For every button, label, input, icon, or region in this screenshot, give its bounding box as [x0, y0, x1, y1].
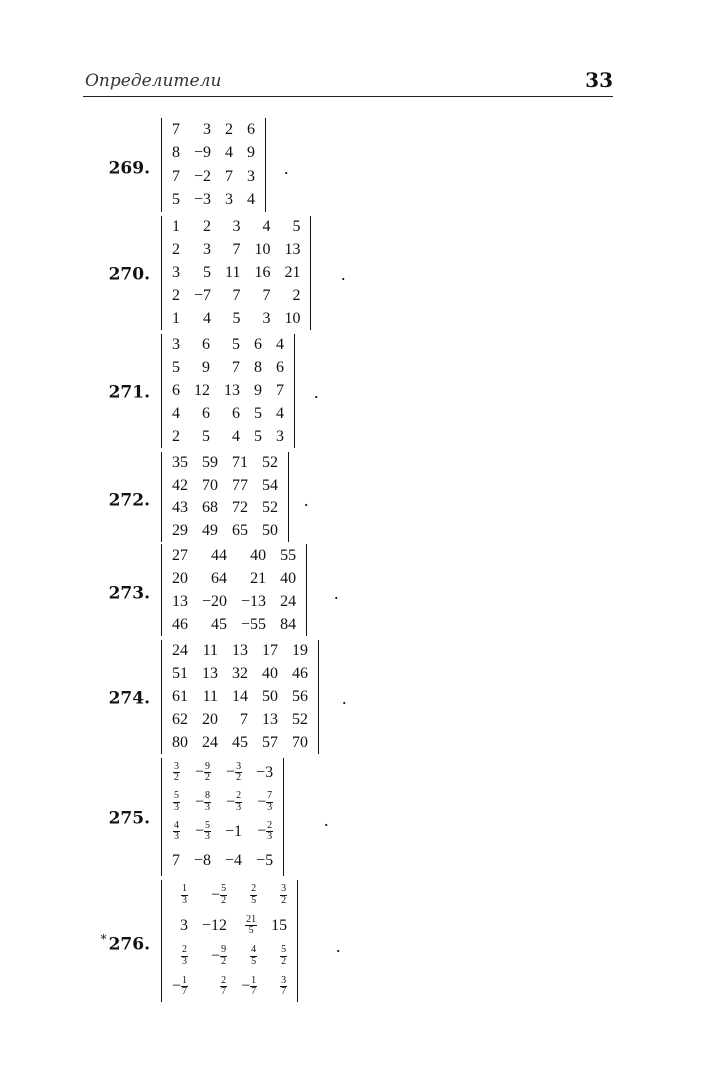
matrix-entry: 6 — [247, 120, 256, 138]
matrix-row — [165, 307, 307, 330]
determinant-grid — [165, 758, 280, 876]
matrix-row — [165, 911, 294, 942]
matrix-row — [165, 425, 291, 448]
matrix-row — [165, 941, 294, 972]
matrix-entry: 21 — [250, 569, 267, 587]
matrix-entry: 19 — [292, 642, 308, 660]
matrix-entry: 55 — [280, 546, 297, 564]
matrix-entry: 13 — [284, 241, 301, 259]
matrix-entry: 45 — [232, 733, 248, 751]
matrix-entry: 4 — [225, 144, 234, 162]
matrix-entry: 3 — [172, 263, 180, 281]
matrix-entry: $\frac{5}{3}$ — [174, 790, 179, 813]
period: . — [342, 688, 347, 708]
matrix-row — [165, 475, 285, 498]
matrix-entry: 16 — [254, 263, 271, 281]
matrix-entry: 50 — [262, 521, 278, 539]
matrix-row — [165, 567, 303, 590]
matrix-entry: 24 — [280, 592, 297, 610]
page-number: 33 — [585, 68, 613, 92]
matrix-row — [165, 663, 315, 686]
matrix-entry: 7 — [276, 381, 284, 399]
matrix-entry: 2 — [203, 218, 212, 236]
matrix-entry: $\frac{3}{7}$ — [281, 974, 287, 998]
matrix-entry: 10 — [254, 241, 271, 259]
matrix-entry: 7 — [262, 286, 271, 304]
matrix-row — [165, 788, 280, 818]
matrix-entry: −3 — [256, 763, 274, 781]
problem-number: * 276. — [100, 932, 150, 955]
matrix-entry: 65 — [232, 521, 248, 539]
matrix-entry: 6 — [202, 336, 210, 354]
matrix-entry: 42 — [172, 476, 188, 494]
determinant-grid — [165, 544, 303, 636]
matrix-entry: 46 — [172, 615, 188, 633]
determinant — [161, 880, 298, 1002]
determinant — [161, 758, 284, 876]
matrix-row — [165, 357, 291, 380]
matrix-row — [165, 402, 291, 425]
matrix-entry: − $\frac{9}{2}$ — [211, 944, 227, 967]
matrix-entry: 1 — [172, 218, 180, 236]
matrix-entry: − $\frac{7}{3}$ — [257, 790, 273, 813]
matrix-entry: 24 — [172, 642, 188, 660]
matrix-entry: 50 — [262, 687, 278, 705]
matrix-entry: 61 — [172, 687, 188, 705]
matrix-entry: 14 — [232, 687, 248, 705]
section-title: Определители — [85, 71, 222, 91]
matrix-entry: 52 — [292, 710, 308, 728]
matrix-entry: 4 — [232, 427, 240, 445]
matrix-entry: 5 — [254, 427, 262, 445]
matrix-entry: 13 — [262, 710, 278, 728]
matrix-entry: 52 — [262, 499, 278, 517]
matrix-entry: −9 — [194, 144, 212, 162]
matrix-entry: 3 — [203, 241, 212, 259]
matrix-row — [165, 640, 315, 663]
period: . — [336, 936, 341, 956]
matrix-entry: −3 — [194, 191, 212, 209]
determinant — [161, 544, 307, 636]
matrix-entry: 13 — [172, 592, 188, 610]
matrix-entry: 32 — [232, 665, 248, 683]
matrix-entry: 54 — [262, 476, 278, 494]
matrix-row — [165, 590, 303, 613]
period: . — [334, 583, 339, 603]
matrix-row — [165, 452, 285, 475]
matrix-entry: 2 — [225, 120, 234, 138]
matrix-entry: 64 — [211, 569, 228, 587]
matrix-entry: 6 — [202, 404, 210, 422]
problem-number: 275. — [108, 808, 150, 829]
matrix-entry: 3 — [232, 218, 241, 236]
matrix-entry: 5 — [172, 359, 180, 377]
matrix-entry: 2 — [172, 427, 180, 445]
matrix-entry: 56 — [292, 687, 308, 705]
matrix-row — [165, 758, 280, 788]
matrix-entry: 57 — [262, 733, 278, 751]
matrix-entry: 5 — [232, 309, 241, 327]
matrix-row — [165, 708, 315, 731]
determinant-grid — [165, 452, 285, 542]
matrix-entry: 6 — [172, 381, 180, 399]
matrix-entry: 59 — [202, 454, 218, 472]
matrix-entry: −1 — [225, 822, 243, 840]
matrix-entry: −5 — [256, 852, 274, 870]
matrix-row — [165, 216, 307, 239]
matrix-entry: 40 — [280, 569, 297, 587]
matrix-entry: − $\frac{5}{3}$ — [195, 819, 211, 843]
matrix-entry: 70 — [292, 733, 308, 751]
matrix-entry: 7 — [232, 286, 241, 304]
matrix-entry: 3 — [180, 916, 189, 934]
matrix-entry: −4 — [225, 852, 243, 870]
matrix-entry: 5 — [202, 427, 210, 445]
matrix-entry: 40 — [250, 546, 267, 564]
matrix-entry: −7 — [194, 286, 212, 304]
matrix-row — [165, 731, 315, 754]
matrix-entry: 8 — [172, 144, 180, 162]
matrix-entry: $\frac{1}{3}$ — [182, 883, 188, 906]
matrix-entry: 77 — [232, 476, 248, 494]
matrix-entry: 11 — [202, 687, 218, 705]
matrix-entry: 72 — [232, 499, 248, 517]
determinant-grid — [165, 118, 262, 212]
problem-number: 274. — [108, 688, 150, 709]
matrix-entry: − $\frac{8}{3}$ — [195, 790, 211, 813]
matrix-entry: 13 — [202, 665, 218, 683]
matrix-entry: 5 — [292, 218, 301, 236]
determinant — [161, 452, 289, 542]
matrix-entry: 4 — [262, 218, 271, 236]
matrix-entry: 4 — [172, 404, 180, 422]
matrix-entry: 12 — [194, 381, 210, 399]
matrix-row — [165, 334, 291, 357]
matrix-entry: − $\frac{1}{7}$ — [241, 974, 257, 998]
matrix-entry: − $\frac{5}{2}$ — [211, 883, 227, 906]
matrix-entry: 6 — [254, 336, 262, 354]
matrix-row — [165, 686, 315, 709]
matrix-entry: 35 — [172, 454, 188, 472]
matrix-entry: 1 — [172, 309, 180, 327]
matrix-entry: $\frac{4}{5}$ — [251, 944, 257, 967]
matrix-row — [165, 972, 294, 1003]
matrix-entry: 3 — [203, 120, 212, 138]
matrix-entry: 4 — [247, 191, 256, 209]
problem-number: 271. — [108, 382, 150, 403]
matrix-entry: 49 — [202, 521, 218, 539]
matrix-entry: 20 — [172, 569, 188, 587]
matrix-entry: 24 — [202, 733, 218, 751]
matrix-entry: 8 — [254, 359, 262, 377]
matrix-entry: $\frac{4}{3}$ — [174, 819, 179, 843]
matrix-row — [165, 165, 262, 189]
matrix-entry: 2 — [172, 286, 180, 304]
matrix-row — [165, 880, 294, 911]
matrix-row — [165, 142, 262, 166]
matrix-entry: 6 — [232, 404, 240, 422]
matrix-entry: 5 — [232, 336, 240, 354]
problem-number: 273. — [108, 583, 150, 604]
matrix-entry: $\frac{2}{7}$ — [221, 974, 227, 998]
matrix-entry: 3 — [172, 336, 180, 354]
matrix-entry: 71 — [232, 454, 248, 472]
matrix-entry: 7 — [172, 852, 180, 870]
period: . — [324, 810, 329, 830]
matrix-entry: −2 — [194, 167, 212, 185]
matrix-row — [165, 817, 280, 847]
matrix-row — [165, 847, 280, 877]
matrix-entry: 20 — [202, 710, 218, 728]
matrix-entry: $\frac{2}{5}$ — [251, 883, 257, 906]
matrix-entry: 45 — [211, 615, 228, 633]
matrix-entry: 3 — [276, 427, 284, 445]
determinant-grid — [165, 216, 307, 330]
matrix-entry: 5 — [203, 263, 212, 281]
matrix-row — [165, 284, 307, 307]
matrix-entry: 43 — [172, 499, 188, 517]
matrix-entry: 29 — [172, 521, 188, 539]
problem-number: 269. — [108, 158, 150, 179]
determinant-grid — [165, 334, 291, 448]
period: . — [304, 490, 309, 510]
period: . — [284, 158, 289, 178]
matrix-entry: − $\frac{1}{7}$ — [172, 974, 188, 998]
matrix-entry: 11 — [202, 642, 218, 660]
problem-number: 272. — [108, 490, 150, 511]
matrix-row — [165, 497, 285, 520]
matrix-entry: 11 — [225, 263, 241, 281]
matrix-entry: 7 — [225, 167, 234, 185]
matrix-entry: 6 — [276, 359, 284, 377]
matrix-entry: 84 — [280, 615, 297, 633]
matrix-entry: 9 — [254, 381, 262, 399]
matrix-entry: 4 — [203, 309, 212, 327]
matrix-entry: −12 — [202, 916, 228, 934]
matrix-entry: 9 — [202, 359, 210, 377]
matrix-entry: 40 — [262, 665, 278, 683]
matrix-entry: $\frac{2}{3}$ — [182, 944, 188, 967]
matrix-entry: $\frac{21}{5}$ — [246, 913, 257, 937]
matrix-entry: 7 — [232, 241, 241, 259]
matrix-entry: 52 — [262, 454, 278, 472]
matrix-entry: 51 — [172, 665, 188, 683]
matrix-entry: 70 — [202, 476, 218, 494]
matrix-row — [165, 118, 262, 142]
matrix-row — [165, 262, 307, 285]
matrix-entry: −20 — [202, 592, 228, 610]
determinant — [161, 216, 311, 330]
matrix-entry: 5 — [254, 404, 262, 422]
matrix-entry: 7 — [172, 120, 180, 138]
matrix-entry: 15 — [271, 916, 288, 934]
matrix-row — [165, 189, 262, 213]
matrix-entry: 10 — [284, 309, 301, 327]
period: . — [341, 264, 346, 284]
matrix-entry: − $\frac{2}{3}$ — [226, 790, 242, 813]
matrix-entry: 17 — [262, 642, 278, 660]
matrix-row — [165, 239, 307, 262]
matrix-entry: 46 — [292, 665, 308, 683]
matrix-entry: − $\frac{2}{3}$ — [257, 819, 273, 843]
matrix-entry: 13 — [232, 642, 248, 660]
matrix-entry: 3 — [225, 191, 234, 209]
matrix-entry: 5 — [172, 191, 180, 209]
matrix-row — [165, 380, 291, 403]
matrix-entry: −55 — [241, 615, 267, 633]
matrix-entry: −8 — [194, 852, 212, 870]
matrix-entry: 80 — [172, 733, 188, 751]
matrix-entry: −13 — [241, 592, 267, 610]
matrix-entry: − $\frac{3}{2}$ — [226, 760, 242, 784]
matrix-entry: $\frac{3}{2}$ — [174, 760, 179, 784]
determinant-grid — [165, 640, 315, 754]
matrix-entry: 7 — [232, 359, 240, 377]
matrix-entry: 9 — [247, 144, 256, 162]
matrix-row — [165, 613, 303, 636]
matrix-entry: 7 — [172, 167, 180, 185]
matrix-entry: − $\frac{9}{2}$ — [195, 760, 211, 784]
matrix-row — [165, 544, 303, 567]
matrix-entry: 62 — [172, 710, 188, 728]
matrix-entry: 4 — [276, 404, 284, 422]
matrix-entry: $\frac{3}{2}$ — [281, 883, 287, 906]
determinant — [161, 640, 319, 754]
matrix-entry: 68 — [202, 499, 218, 517]
matrix-entry: $\frac{5}{2}$ — [281, 944, 287, 967]
matrix-row — [165, 520, 285, 543]
determinant — [161, 118, 266, 212]
matrix-entry: 7 — [240, 710, 248, 728]
problem-number: 270. — [108, 264, 150, 285]
matrix-entry: 2 — [172, 241, 180, 259]
matrix-entry: 4 — [276, 336, 284, 354]
determinant — [161, 334, 295, 448]
matrix-entry: 27 — [172, 546, 188, 564]
matrix-entry: 44 — [211, 546, 228, 564]
matrix-entry: 13 — [224, 381, 240, 399]
determinant-grid — [165, 880, 294, 1002]
matrix-entry: 2 — [292, 286, 301, 304]
matrix-entry: 3 — [262, 309, 271, 327]
period: . — [314, 382, 319, 402]
matrix-entry: 21 — [284, 263, 301, 281]
matrix-entry: 3 — [247, 167, 256, 185]
running-header — [83, 66, 613, 97]
